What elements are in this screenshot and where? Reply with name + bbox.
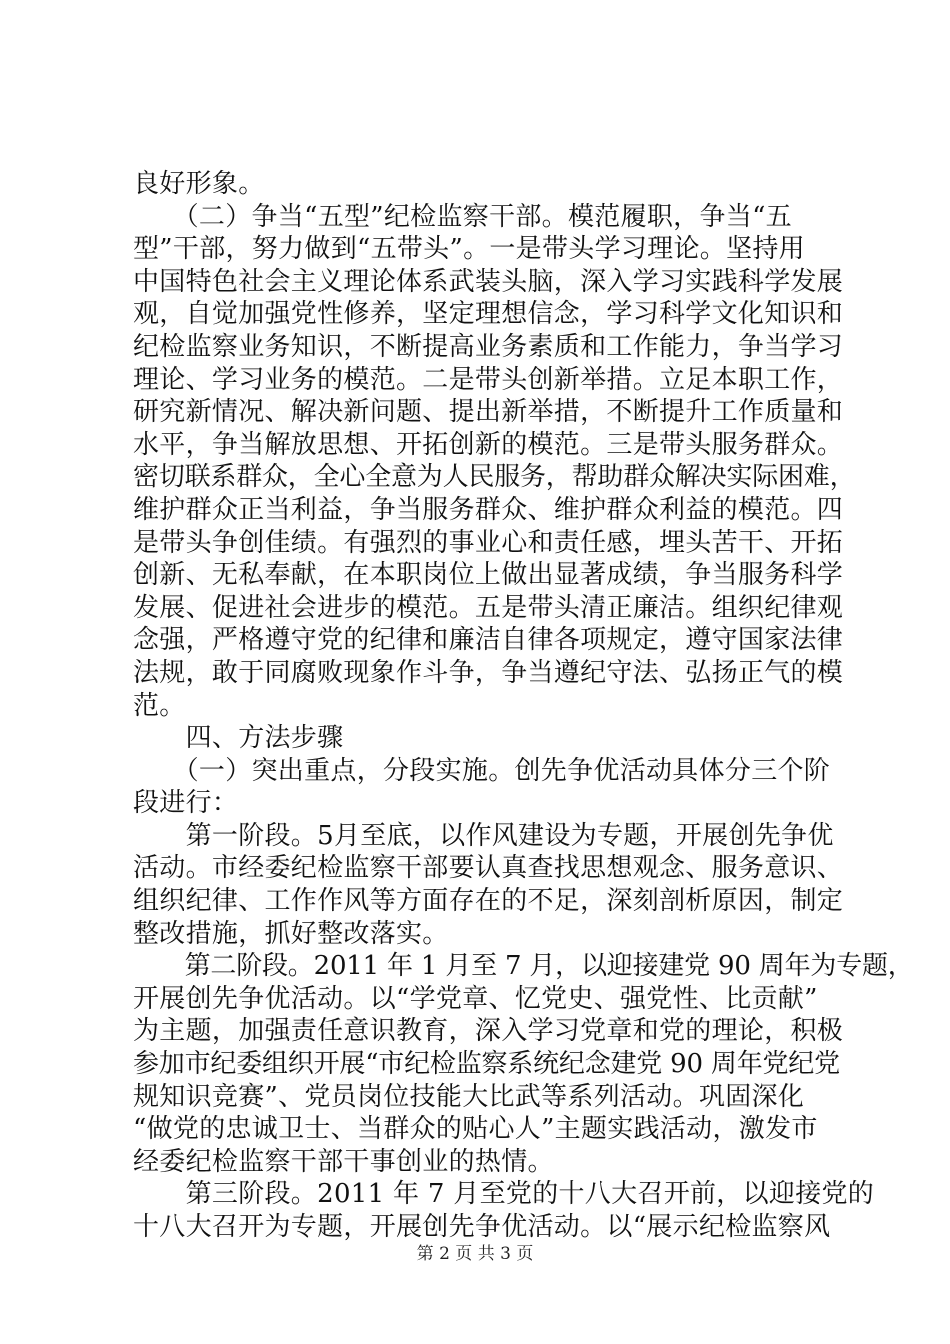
section-heading: 四、方法步骤 <box>133 723 344 754</box>
text-line: 第三阶段。2011 年 7 月至党的十八大召开前，以迎接党的 <box>133 1179 875 1210</box>
text-line: 规知识竞赛”、党员岗位技能大比武等系列活动。巩固深化 <box>133 1081 805 1112</box>
text-line: 整改措施，抓好整改落实。 <box>133 918 449 949</box>
text-line: 型”干部，努力做到“五带头”。一是带头学习理论。坚持用 <box>133 234 805 265</box>
text-line: 念强，严格遵守党的纪律和廉洁自律各项规定，遵守国家法律 <box>133 625 844 656</box>
text-line: 研究新情况、解决新问题、提出新举措，不断提升工作质量和 <box>133 397 844 428</box>
text-line: （一）突出重点，分段实施。创先争优活动具体分三个阶 <box>133 755 831 786</box>
text-line: 为主题，加强责任意识教育，深入学习党章和党的理论，积极 <box>133 1016 844 1047</box>
text-line: 十八大召开为专题，开展创先争优活动。以“展示纪检监察风 <box>133 1212 831 1242</box>
page-number-footer: 第 2 页 共 3 页 <box>416 1244 534 1264</box>
text-line: 参加市纪委组织开展“市纪检监察系统纪念建党 90 周年党纪党 <box>133 1049 840 1080</box>
text-line: 开展创先争优活动。以“学党章、忆党史、强党性、比贡献” <box>133 983 818 1014</box>
text-line: 范。 <box>133 690 186 721</box>
text-line: 良好形象。 <box>133 169 265 199</box>
text-line: 创新、无私奉献，在本职岗位上做出显著成绩，争当服务科学 <box>133 560 844 591</box>
text-line: 水平，争当解放思想、开拓创新的模范。三是带头服务群众。 <box>133 429 844 460</box>
text-line: 观，自觉加强党性修养，坚定理想信念，学习科学文化知识和 <box>133 299 844 330</box>
text-line: 中国特色社会主义理论体系武装头脑，深入学习实践科学发展 <box>133 266 844 297</box>
text-line: 段进行： <box>133 788 239 819</box>
text-line: （二）争当“五型”纪检监察干部。模范履职，争当“五 <box>133 201 792 232</box>
text-line: 第二阶段。2011 年 1 月至 7 月，以迎接建党 90 周年为专题， <box>133 951 914 982</box>
text-line: 维护群众正当利益，争当服务群众、维护群众利益的模范。四 <box>133 494 844 525</box>
text-line: 是带头争创佳绩。有强烈的事业心和责任感，埋头苦干、开拓 <box>133 527 844 558</box>
text-line: 法规，敢于同腐败现象作斗争，争当遵纪守法、弘扬正气的模 <box>133 657 844 688</box>
text-line: 第一阶段。5月至底，以作风建设为专题，开展创先争优 <box>133 820 834 851</box>
text-line: 活动。市经委纪检监察干部要认真查找思想观念、服务意识、 <box>133 853 844 884</box>
document-body <box>133 168 914 1244</box>
text-line: 经委纪检监察干部干事创业的热情。 <box>133 1146 554 1177</box>
text-line: 组织纪律、工作作风等方面存在的不足，深刻剖析原因，制定 <box>133 886 844 917</box>
text-line: 密切联系群众，全心全意为人民服务，帮助群众解决实际困难， <box>133 462 856 493</box>
text-line: “做党的忠诚卫士、当群众的贴心人”主题实践活动，激发市 <box>133 1114 818 1145</box>
text-line: 理论、学习业务的模范。二是带头创新举措。立足本职工作， <box>133 364 844 395</box>
text-line: 纪检监察业务知识，不断提高业务素质和工作能力，争当学习 <box>133 331 844 362</box>
text-line: 发展、促进社会进步的模范。五是带头清正廉洁。组织纪律观 <box>133 592 844 623</box>
